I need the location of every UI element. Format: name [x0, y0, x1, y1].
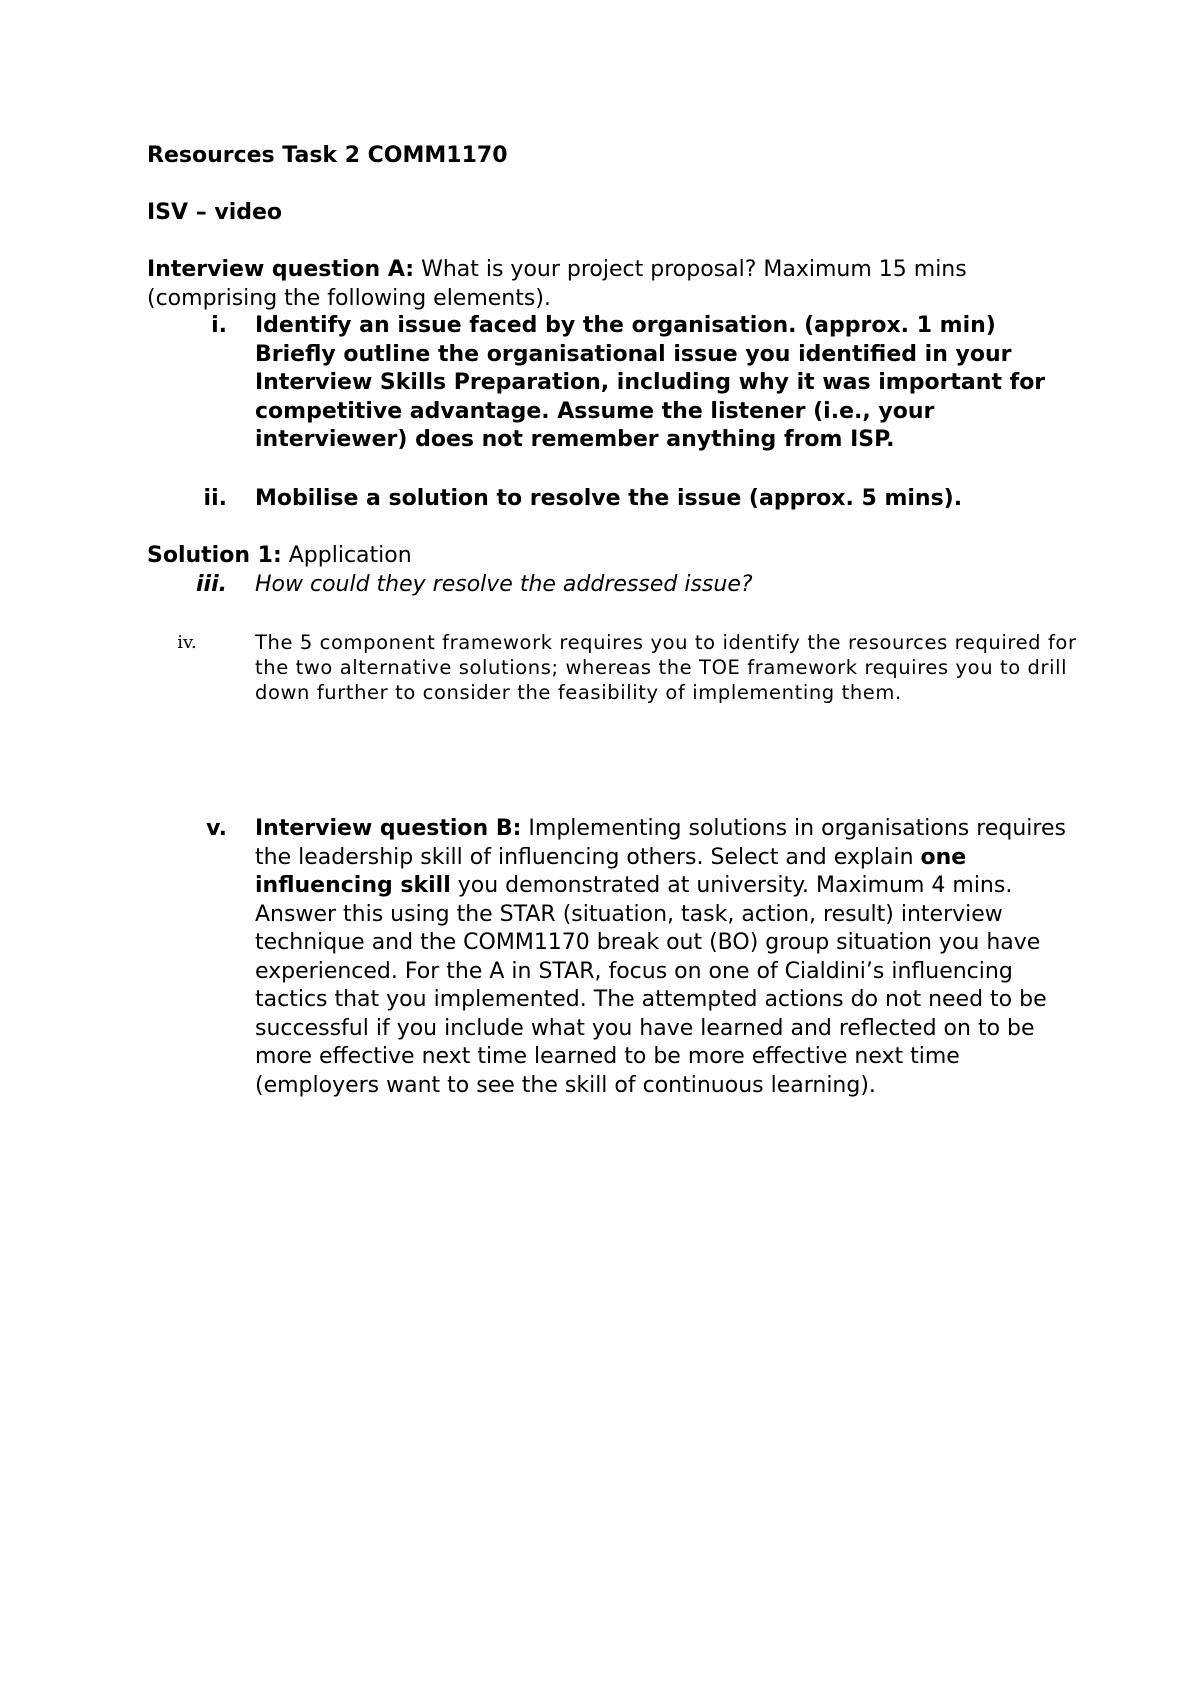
document-subtitle: ISV – video — [147, 200, 283, 225]
list-item-iv — [147, 630, 1077, 730]
question-a-label: Interview question A: — [147, 257, 415, 282]
question-a-text: What is your project proposal? Maximum 15 mins (comprising the following elements). — [147, 257, 967, 311]
list-marker-iii: iii. — [196, 572, 227, 597]
solution-1-text: Application — [281, 543, 412, 568]
question-b-label: Interview question B: — [255, 816, 522, 841]
solution-1-label: Solution 1: — [147, 543, 282, 568]
solution-1-heading — [147, 542, 412, 571]
document-title: Resources Task 2 COMM1170 — [147, 143, 508, 168]
list-marker-i: i. — [211, 313, 227, 338]
question-b-bold-phrase: one influencing skill — [255, 844, 967, 898]
list-item-ii — [147, 485, 1077, 515]
list-item-iii — [147, 571, 1077, 601]
question-b-text-after: you demonstrated at university. Maximum 4 mins. Answer this using the STAR (situation, task, action, result) interview technique and the COMM1170 break out (BO) group situation you have experienced. For the A in STAR, focus on one of Cialdini’s influencing tactics that you implemented. The attempted actions do not need to be successful if you include what you have learned and reflected on to be more effective next time learned to be more effective next time (employers want to see the skill of continuous learning). — [255, 873, 1047, 1098]
list-marker-v: v. — [206, 816, 227, 841]
list-text-iii: How could they resolve the addressed issue? — [255, 572, 753, 597]
list-item-i — [147, 312, 1077, 484]
list-marker-iv: iv. — [177, 632, 197, 653]
question-a-paragraph — [147, 256, 1077, 313]
list-text-iv: The 5 component framework requires you to identify the resources required for the two alternative solutions; whereas the TOE framework requires you to drill down further to consider the feasibility of implementing them. — [255, 631, 1077, 704]
list-marker-ii: ii. — [203, 486, 227, 511]
list-item-v — [147, 815, 1077, 1135]
list-text-v — [255, 815, 1075, 1100]
list-text-ii: Mobilise a solution to resolve the issue (approx. 5 mins). — [255, 486, 963, 511]
list-text-i: Identify an issue faced by the organisation. (approx. 1 min) Briefly outline the organisational issue you identified in your Interview Skills Preparation, including why it was important for competitive advantage. Assume the listener (i.e., your interviewer) does not remember anything from ISP. — [255, 313, 1046, 452]
question-b-text-before: Implementing solutions in organisations requires the leadership skill of influencing others. Select and explain — [255, 816, 1066, 870]
